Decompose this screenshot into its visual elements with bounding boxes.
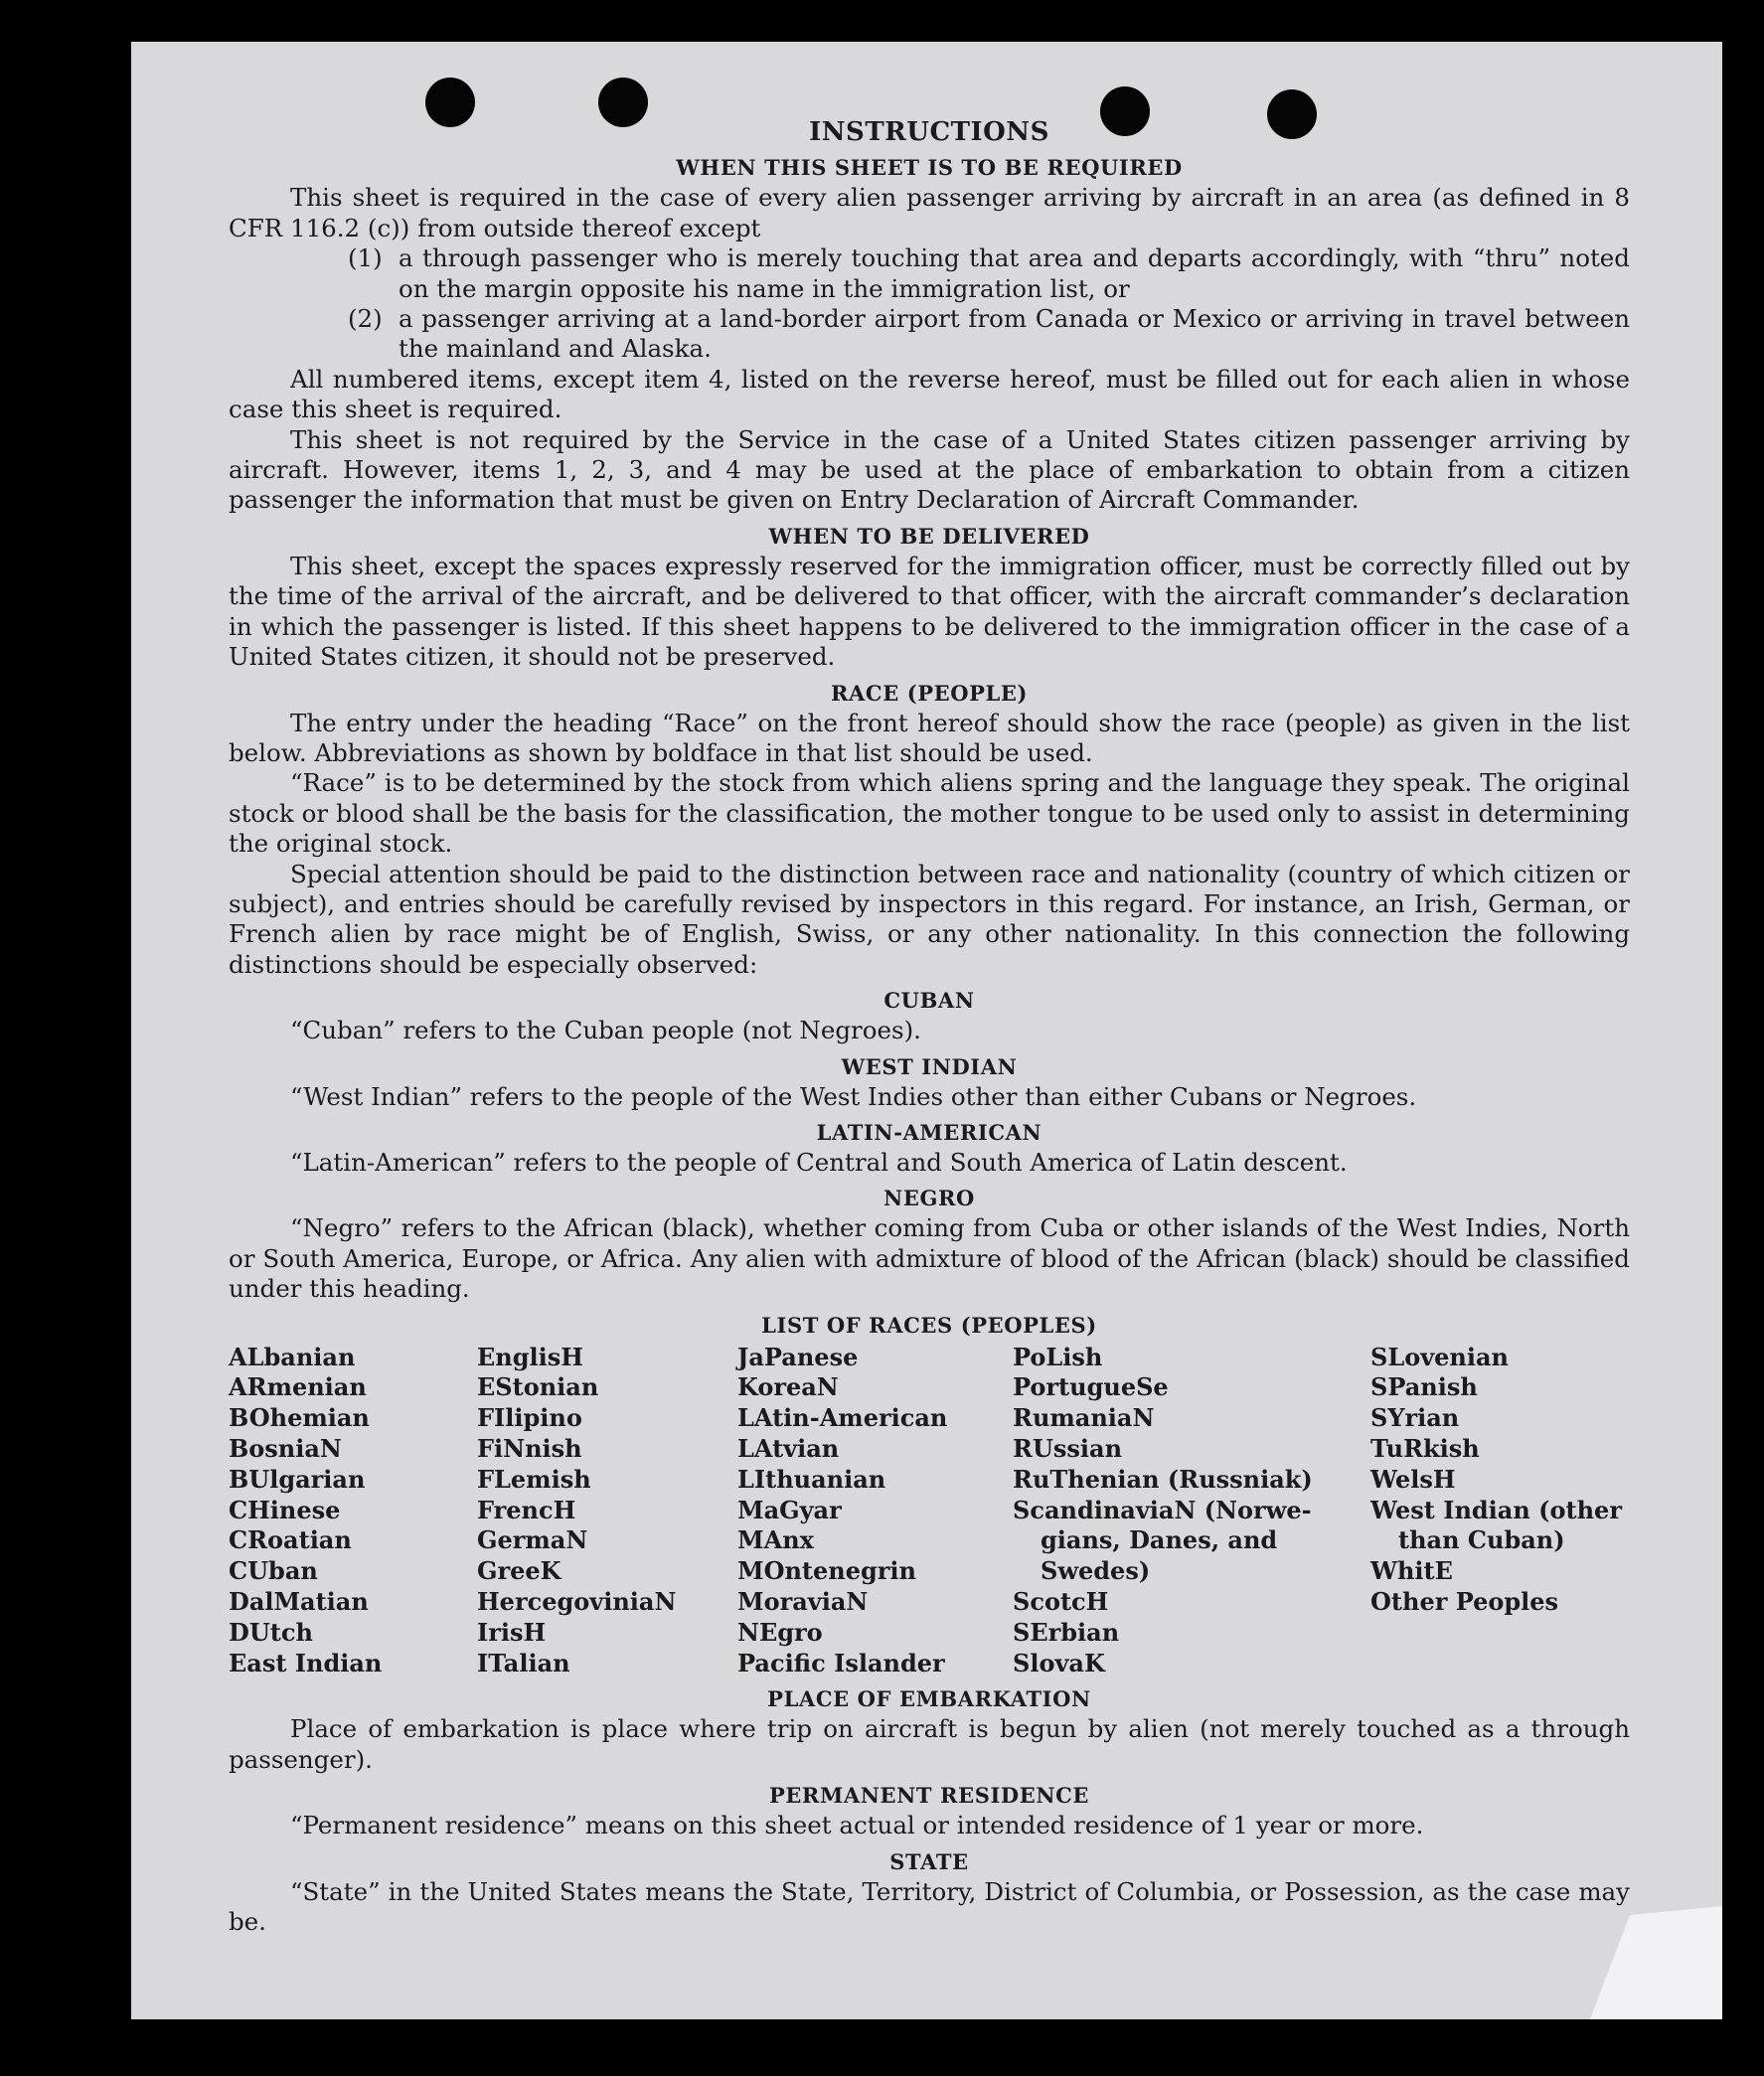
race-entry: West Indian (other xyxy=(1370,1495,1622,1524)
race-entry: SLovenian xyxy=(1370,1342,1509,1371)
race-entry: CRoatian xyxy=(229,1525,352,1555)
race-entry: BosniaN xyxy=(229,1433,342,1463)
race-entry: FrencH xyxy=(477,1495,576,1524)
race-entry: Other Peoples xyxy=(1370,1586,1559,1616)
race-entry: EnglisH xyxy=(477,1342,583,1371)
race-column xyxy=(477,1343,737,1679)
race-entry: DalMatian xyxy=(229,1586,369,1616)
paragraph: Place of embarkation is place where trip on aircraft is begun by alien (not merely touched as a through passenger). xyxy=(229,1714,1630,1774)
race-entry: ScotcH xyxy=(1013,1586,1109,1616)
paragraph: “Negro” refers to the African (black), whether coming from Cuba or other islands of the West Indies, North or South America, Europe, or Africa. Any alien with admixture of blood of the African (black) should be classified under this heading. xyxy=(229,1213,1630,1304)
race-entry: GermaN xyxy=(477,1525,588,1555)
race-entry: WhitE xyxy=(1370,1556,1453,1586)
race-entry: TuRkish xyxy=(1370,1433,1480,1463)
race-entry: MoraviaN xyxy=(737,1586,869,1616)
section-heading: CUBAN xyxy=(883,988,975,1014)
race-entry: HercegoviniaN xyxy=(477,1586,677,1616)
page-title: INSTRUCTIONS xyxy=(809,117,1049,147)
paragraph: “Cuban” refers to the Cuban people (not Negroes). xyxy=(290,1016,921,1045)
race-entry: PortugueSe xyxy=(1013,1372,1169,1402)
race-entry: DUtch xyxy=(229,1617,313,1647)
race-entry: FIlipino xyxy=(477,1403,582,1433)
race-entry: SlovaK xyxy=(1013,1648,1105,1677)
race-entry: NEgro xyxy=(737,1617,823,1647)
paragraph: “Permanent residence” means on this sheet actual or intended residence of 1 year or more. xyxy=(290,1811,1424,1840)
list-number: (1) xyxy=(348,243,383,273)
paragraph: “State” in the United States means the State, Territory, District of Columbia, or Possession, as the case may be. xyxy=(229,1876,1630,1936)
race-entry: gians, Danes, and xyxy=(1041,1525,1278,1555)
race-entry: IrisH xyxy=(477,1617,547,1647)
race-entry: CHinese xyxy=(229,1495,341,1524)
paragraph: All numbered items, except item 4, listed on the reverse hereof, must be filled out for each alien in whose case this sheet is required. xyxy=(229,364,1630,424)
paragraph: The entry under the heading “Race” on the front hereof should show the race (people) as given in the list below. Abbreviations as shown by boldface in that list should be used. xyxy=(229,708,1630,767)
list-number: (2) xyxy=(348,304,383,334)
section-heading: LATIN-AMERICAN xyxy=(816,1119,1042,1145)
race-entry: KoreaN xyxy=(737,1372,839,1402)
list-text: a through passenger who is merely touching that area and departs accordingly, with “thru” noted on the margin opposite his name in the immigration list, or xyxy=(399,243,1630,303)
paragraph: Special attention should be paid to the distinction between race and nationality (country of which citizen or subject), and entries should be carefully revised by inspectors in this regard. For instance, an Irish, German, or French alien by race might be of English, Swiss, or any other nationality. In this connection the following distinctions should be especially observed: xyxy=(229,859,1630,979)
paragraph: “Race” is to be determined by the stock from which aliens spring and the language they speak. The original stock or blood shall be the basis for the classification, the mother tongue to be used only to assist in determining the original stock. xyxy=(229,768,1630,859)
race-entry: FLemish xyxy=(477,1464,591,1494)
document-content xyxy=(229,117,1630,1937)
race-entry: LIthuanian xyxy=(737,1464,886,1494)
paragraph: This sheet is not required by the Service in the case of a United States citizen passenger arriving by aircraft. However, items 1, 2, 3, and 4 may be used at the place of embarkation to obtain from a citizen passenger the information that must be given on Entry Declaration of Aircraft Commander. xyxy=(229,424,1630,515)
race-column xyxy=(229,1343,477,1679)
race-entry: MAnx xyxy=(737,1525,814,1555)
race-entry: RuThenian (Russniak) xyxy=(1013,1464,1313,1494)
section-heading: WHEN TO BE DELIVERED xyxy=(768,523,1090,549)
race-entry: EStonian xyxy=(477,1372,599,1402)
race-entry: LAtvian xyxy=(737,1433,840,1463)
race-entry: ARmenian xyxy=(229,1372,367,1402)
paragraph: “West Indian” refers to the people of the West Indies other than either Cubans or Negroes. xyxy=(290,1081,1417,1111)
race-entry: Pacific Islander xyxy=(737,1648,945,1677)
section-heading: PERMANENT RESIDENCE xyxy=(768,1783,1090,1809)
race-entry: SErbian xyxy=(1013,1617,1120,1647)
list-text: a passenger arriving at a land-border airport from Canada or Mexico or arriving in travel between the mainland and Alaska. xyxy=(399,304,1630,364)
section-heading: LIST OF RACES (PEOPLES) xyxy=(761,1312,1097,1338)
paragraph: This sheet is required in the case of every alien passenger arriving by aircraft in an area (as defined in 8 CFR 116.2 (c)) from outside thereof except xyxy=(229,183,1630,242)
section-heading: WHEN THIS SHEET IS TO BE REQUIRED xyxy=(676,155,1183,181)
race-entry: RumaniaN xyxy=(1013,1403,1155,1433)
section-heading: PLACE OF EMBARKATION xyxy=(767,1686,1091,1712)
race-entry: MOntenegrin xyxy=(737,1556,916,1586)
race-entry: ALbanian xyxy=(229,1342,356,1371)
section-heading: NEGRO xyxy=(883,1186,975,1211)
race-entry: Swedes) xyxy=(1041,1556,1151,1586)
race-entry: JaPanese xyxy=(737,1342,859,1371)
race-column xyxy=(1370,1343,1630,1679)
race-entry: RUssian xyxy=(1013,1433,1123,1463)
section-heading: STATE xyxy=(889,1848,969,1874)
race-entry: East Indian xyxy=(229,1648,383,1677)
race-entry: SPanish xyxy=(1370,1372,1478,1402)
race-entry: BOhemian xyxy=(229,1403,370,1433)
race-column xyxy=(1013,1343,1370,1679)
race-entry: FiNnish xyxy=(477,1433,582,1463)
race-column xyxy=(737,1343,1013,1679)
race-list xyxy=(229,1343,1630,1679)
section-heading: WEST INDIAN xyxy=(841,1053,1018,1079)
race-entry: SYrian xyxy=(1370,1403,1460,1433)
race-entry: ScandinaviaN (Norwe- xyxy=(1013,1495,1312,1524)
race-entry: MaGyar xyxy=(737,1495,842,1524)
race-entry: PoLish xyxy=(1013,1342,1103,1371)
race-entry: GreeK xyxy=(477,1556,561,1586)
race-entry: than Cuban) xyxy=(1398,1525,1565,1555)
paragraph: “Latin-American” refers to the people of Central and South America of Latin descent. xyxy=(290,1147,1348,1177)
race-entry: CUban xyxy=(229,1556,318,1586)
section-heading: RACE (PEOPLE) xyxy=(830,680,1029,706)
race-entry: BUlgarian xyxy=(229,1464,366,1494)
race-entry: ITalian xyxy=(477,1648,570,1677)
race-entry: LAtin-American xyxy=(737,1403,948,1433)
race-entry: WelsH xyxy=(1370,1464,1456,1494)
paragraph: This sheet, except the spaces expressly reserved for the immigration officer, must be correctly filled out by the time of the arrival of the aircraft, and be delivered to that officer, with the aircraft commander’s declaration in which the passenger is listed. If this sheet happens to be delivered to the immigration officer in the case of a United States citizen, it should not be preserved. xyxy=(229,551,1630,672)
list-item xyxy=(229,304,1630,365)
list-item xyxy=(229,243,1630,304)
